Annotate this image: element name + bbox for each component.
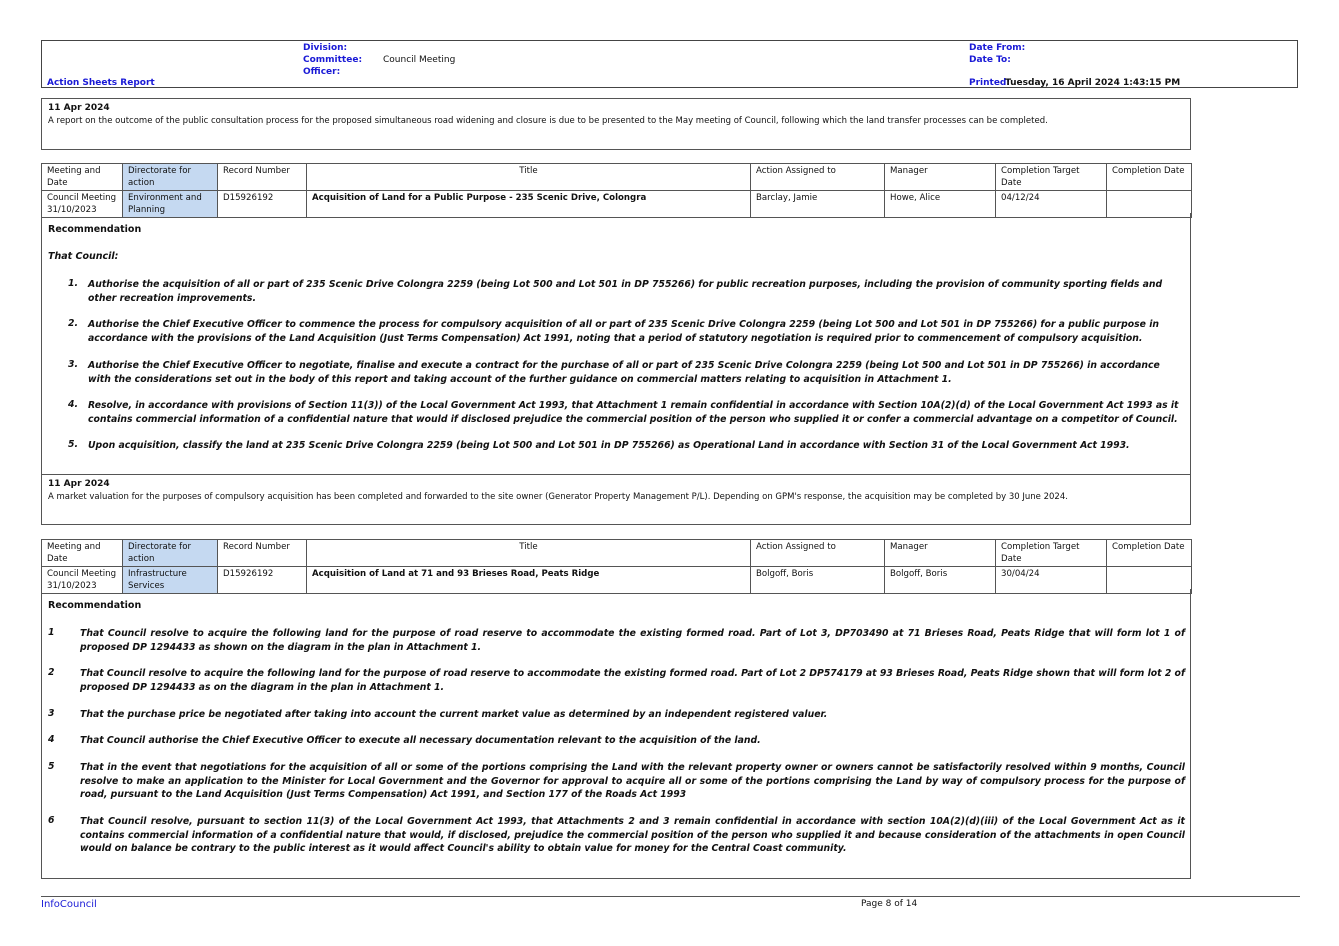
printed-value: Tuesday, 16 April 2024 1:43:15 PM bbox=[1005, 78, 1181, 88]
page-number: Page 8 of 14 bbox=[861, 899, 918, 909]
recommendation-item: Upon acquisition, classify the land at 235 Scenic Drive Colongra 2259 (being Lot 500 and Lot 501 in DP 755266) as Operational Land in accordance with Section 31 of the Local Government Act 1993. bbox=[88, 440, 1130, 451]
recommendation-item: Resolve, in accordance with provisions of Section 11(3)) of the Local Government Act 1993, that Attachment 1 remain confidential in accordance with Section 10A(2)(d) of the Local Government Act 1993 as it contains commercial information of a confidential nature that would if disclosed prejudice the commercial position of the person who supplied it or confer a commercial advantage on a competitor of Council. bbox=[88, 400, 1179, 425]
meeting-date-cell: Council Meeting 31/10/2023 bbox=[42, 191, 123, 218]
manager-cell: Howe, Alice bbox=[885, 191, 996, 218]
col-directorate: Directorate for action bbox=[123, 540, 218, 567]
recommendation-item: Authorise the Chief Executive Officer to negotiate, finalise and execute a contract for the purchase of all or part of 235 Scenic Drive Colongra 2259 (being Lot 500 and Lot 501 in DP 755266) in accordance with the considerations set out in the body of this report and taking account of the further guidance on commercial matters relating to acquisition in Attachment 1. bbox=[88, 360, 1160, 385]
division-label: Division: bbox=[303, 43, 348, 53]
meeting-date-cell: Council Meeting 31/10/2023 bbox=[42, 567, 123, 594]
item-number: 6 bbox=[48, 815, 55, 826]
date-from-label: Date From: bbox=[969, 43, 1026, 53]
record-number-cell: D15926192 bbox=[218, 567, 307, 594]
note-date: 11 Apr 2024 bbox=[48, 103, 110, 113]
recommendation-item: That the purchase price be negotiated after taking into account the current market value as determined by an independent registered valuer. bbox=[80, 709, 828, 720]
report-title: Action Sheets Report bbox=[47, 78, 155, 88]
table-header-row bbox=[42, 164, 1192, 191]
target-date-cell: 30/04/24 bbox=[996, 567, 1107, 594]
col-target-date: Completion Target Date bbox=[996, 164, 1107, 191]
officer-label: Officer: bbox=[303, 67, 341, 77]
note-date: 11 Apr 2024 bbox=[48, 479, 110, 489]
col-record-number: Record Number bbox=[218, 164, 307, 191]
col-directorate: Directorate for action bbox=[123, 164, 218, 191]
col-meeting-date: Meeting and Date bbox=[42, 164, 123, 191]
footer-app-name: InfoCouncil bbox=[41, 899, 97, 910]
committee-value: Council Meeting bbox=[383, 55, 456, 65]
committee-label: Committee: bbox=[303, 55, 363, 65]
col-manager: Manager bbox=[885, 164, 996, 191]
item-number: 1. bbox=[68, 278, 79, 289]
directorate-cell: Infrastructure Services bbox=[123, 567, 218, 594]
directorate-cell: Environment and Planning bbox=[123, 191, 218, 218]
title-cell: Acquisition of Land at 71 and 93 Brieses Road, Peats Ridge bbox=[307, 567, 751, 594]
item-number: 5. bbox=[68, 439, 79, 450]
col-completion-date: Completion Date bbox=[1107, 164, 1192, 191]
item-number: 2. bbox=[68, 318, 79, 329]
item-number: 1 bbox=[48, 627, 55, 638]
recommendation-item: That in the event that negotiations for the acquisition of all or some of the portions comprising the Land with the relevant property owner or owners cannot be satisfactorily resolved within 9 months, Council resolve to make an application to the Minister for Local Government and the Governor for approval to acquire all or some of the portions comprising the Land by way of compulsory process for the purpose of road, pursuant to the Land Acquisition (Just Terms Compensation) Act 1991, and Section 177 of the Roads Act 1993 bbox=[80, 762, 1185, 800]
note-text: A market valuation for the purposes of compulsory acquisition has been completed and forwarded to the site owner (Generator Property Management P/L). Depending on GPM's response, the acquisition may be completed by 30 June 2024. bbox=[48, 492, 1068, 502]
action-table bbox=[41, 163, 1192, 218]
col-title: Title bbox=[307, 540, 751, 567]
recommendation-title: Recommendation bbox=[48, 224, 142, 235]
printed-label: Printed: bbox=[969, 78, 1010, 88]
recommendation-section bbox=[41, 213, 1191, 475]
date-to-label: Date To: bbox=[969, 55, 1011, 65]
item-number: 4 bbox=[48, 734, 55, 745]
record-number-cell: D15926192 bbox=[218, 191, 307, 218]
assigned-to-cell: Barclay, Jamie bbox=[751, 191, 885, 218]
assigned-to-cell: Bolgoff, Boris bbox=[751, 567, 885, 594]
progress-note bbox=[41, 474, 1191, 525]
progress-note bbox=[41, 98, 1191, 150]
item-number: 5 bbox=[48, 761, 55, 772]
col-assigned-to: Action Assigned to bbox=[751, 164, 885, 191]
col-target-date: Completion Target Date bbox=[996, 540, 1107, 567]
recommendation-item: That Council resolve to acquire the following land for the purpose of road reserve to accommodate the existing formed road. Part of Lot 2 DP574179 at 93 Brieses Road, Peats Ridge shown that will form lot 2 of proposed DP 1294433 as on the diagram in the plan in Attachment 1. bbox=[80, 668, 1185, 693]
item-number: 3 bbox=[48, 708, 55, 719]
item-number: 2 bbox=[48, 667, 55, 678]
col-title: Title bbox=[307, 164, 751, 191]
col-assigned-to: Action Assigned to bbox=[751, 540, 885, 567]
footer-divider bbox=[41, 896, 1300, 897]
action-table bbox=[41, 539, 1192, 594]
manager-cell: Bolgoff, Boris bbox=[885, 567, 996, 594]
recommendation-item: That Council authorise the Chief Executive Officer to execute all necessary documentation relevant to the acquisition of the land. bbox=[80, 735, 761, 746]
target-date-cell: 04/12/24 bbox=[996, 191, 1107, 218]
table-header-row bbox=[42, 540, 1192, 567]
recommendation-item: That Council resolve to acquire the following land for the purpose of road reserve to accommodate the existing formed road. Part of Lot 3, DP703490 at 71 Brieses Road, Peats Ridge that will form lot 1 of proposed DP 1294433 as shown on the diagram in the plan in Attachment 1. bbox=[80, 628, 1185, 653]
item-number: 3. bbox=[68, 359, 79, 370]
col-completion-date: Completion Date bbox=[1107, 540, 1192, 567]
report-header bbox=[41, 40, 1298, 88]
recommendation-title: Recommendation bbox=[48, 600, 142, 611]
recommendation-item: Authorise the acquisition of all or part of 235 Scenic Drive Colongra 2259 (being Lot 500 and Lot 501 in DP 755266) for public recreation purposes, including the provision of community sporting fields and other recreation improvements. bbox=[88, 279, 1163, 304]
recommendation-intro: That Council: bbox=[48, 251, 119, 262]
col-manager: Manager bbox=[885, 540, 996, 567]
recommendation-item: Authorise the Chief Executive Officer to commence the process for compulsory acquisition of all or part of 235 Scenic Drive Colongra 2259 (being Lot 500 and Lot 501 in DP 755266) for a public purpose in accordance with the provisions of the Land Acquisition (Just Terms Compensation) Act 1991, noting that a period of statutory negotiation is required prior to commencement of compulsory acquisition. bbox=[88, 319, 1160, 344]
recommendation-section bbox=[41, 589, 1191, 879]
note-text: A report on the outcome of the public consultation process for the proposed simultaneous road widening and closure is due to be presented to the May meeting of Council, following which the land transfer processes can be completed. bbox=[48, 116, 1048, 126]
col-record-number: Record Number bbox=[218, 540, 307, 567]
item-number: 4. bbox=[68, 399, 79, 410]
recommendation-item: That Council resolve, pursuant to section 11(3) of the Local Government Act 1993, that Attachments 2 and 3 remain confidential in accordance with section 10A(2)(d)(iii) of the Local Government Act as it contains commercial information of a confidential nature that would, if disclosed, prejudice the commercial position of the person who supplied it and because consideration of the attachments in open Council would on balance be contrary to the public interest as it would affect Council's ability to obtain value for money for the Central Coast community. bbox=[80, 816, 1185, 854]
title-cell: Acquisition of Land for a Public Purpose - 235 Scenic Drive, Colongra bbox=[307, 191, 751, 218]
col-meeting-date: Meeting and Date bbox=[42, 540, 123, 567]
